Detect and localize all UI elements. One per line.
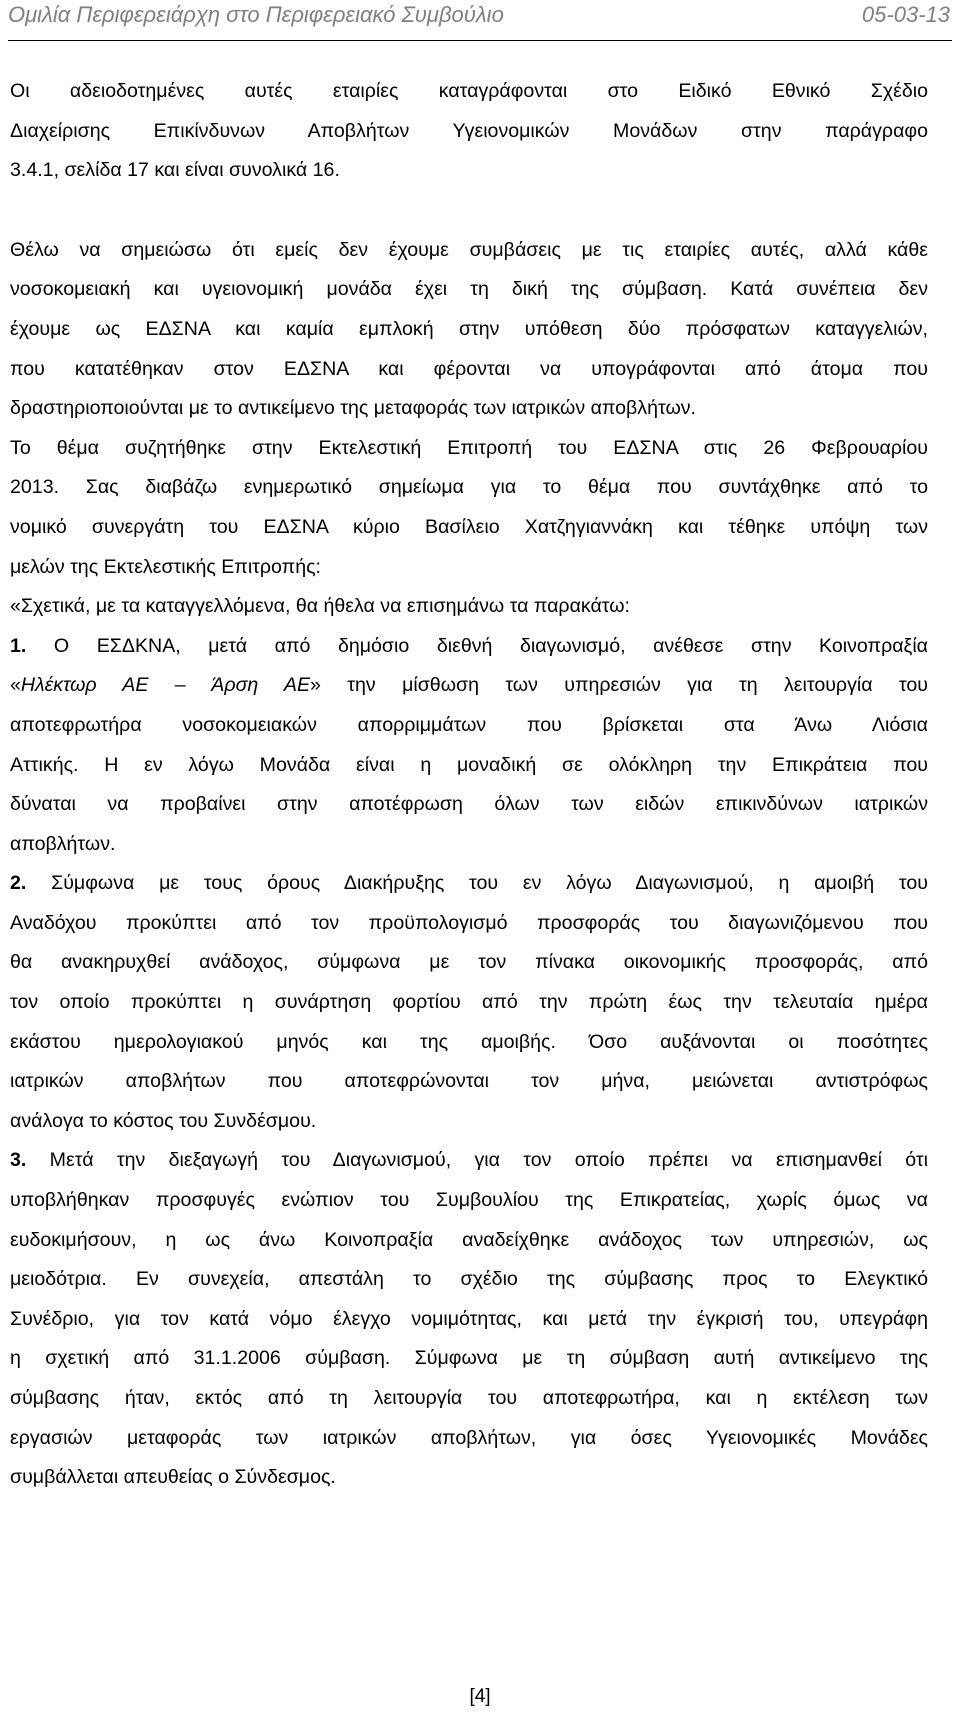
paragraph-line: μελών της Εκτελεστικής Επιτροπής: [10,555,321,578]
paragraph-line: 2013. Σας διαβάζω ενημερωτικό σημείωμα για το θέμα που συντάχθηκε από το [10,476,928,499]
paragraph-line: δύναται να προβαίνει στην αποτέφρωση όλων των ειδών επικινδύνων ιατρικών [10,793,928,816]
paragraph-line: νοσοκομειακή και υγειονομική μονάδα έχει τη δική της σύμβαση. Κατά συνέπεια δεν [10,278,928,301]
paragraph-line: έχουμε ως ΕΔΣΝΑ και καμία εμπλοκή στην υπόθεση δύο πρόσφατων καταγγελιών, [10,317,928,340]
paragraph-line: Συνέδριο, για τον κατά νόμο έλεγχο νομιμότητας, και μετά την έγκρισή του, υπεγράφη [10,1307,928,1330]
paragraph-line: συμβάλλεται απευθείας ο Σύνδεσμος. [10,1466,336,1489]
numbered-item-1-line [10,666,928,706]
numbered-item-3-first-line [10,1141,928,1181]
paragraph-line: μειοδότρια. Εν συνεχεία, απεστάλη το σχέδιο της σύμβασης προς το Ελεγκτικό [10,1268,928,1291]
item-text: Ο ΕΣΔΚΝΑ, μετά από δημόσιο διεθνή διαγωνισμό, ανέθεσε στην Κοινοπραξία [26,634,928,657]
paragraph-line: Θέλω να σημειώσω ότι εμείς δεν έχουμε συμβάσεις με τις εταιρίες αυτές, αλλά κάθε [10,238,928,261]
paragraph-line: Διαχείρισης Επικίνδυνων Αποβλήτων Υγειονομικών Μονάδων στην παράγραφο [10,119,928,142]
document-body [10,72,928,1498]
numbered-item-2-first-line [10,864,928,904]
paragraph-line: ιατρικών αποβλήτων που αποτεφρώνονται τον μήνα, μειώνεται αντιστρόφως [10,1070,928,1093]
paragraph-line: σύμβασης ήταν, εκτός από τη λειτουργία του αποτεφρωτήρα, και η εκτέλεση των [10,1387,928,1409]
paragraph-line: Αττικής. Η εν λόγω Μονάδα είναι η μοναδική σε ολόκληρη την Επικράτεια που [10,753,928,776]
paragraph-line: Το θέμα συζητήθηκε στην Εκτελεστική Επιτροπή του ΕΔΣΝΑ στις 26 Φεβρουαρίου [10,436,928,459]
paragraph-line: τον οποίο προκύπτει η συνάρτηση φορτίου από την πρώτη έως την τελευταία ημέρα [10,991,928,1014]
paragraph-line: νομικό συνεργάτη του ΕΔΣΝΑ κύριο Βασίλειο Χατζηγιαννάκη και τέθηκε υπόψη των [10,515,928,538]
paragraph-line: θα ανακηρυχθεί ανάδοχος, σύμφωνα με τον πίνακα οικονομικής προσφοράς, από [10,951,928,974]
paragraph-line: «Σχετικά, με τα καταγγελλόμενα, θα ήθελα να επισημάνω τα παρακάτω: [10,595,630,618]
item-number: 1. [10,634,27,657]
item-number: 2. [10,872,27,895]
item-text: Μετά την διεξαγωγή του Διαγωνισμού, για τον οποίο πρέπει να επισημανθεί ότι [26,1149,928,1172]
paragraph-spacer [10,191,928,231]
paragraph-line: εργασιών μεταφοράς των ιατρικών αποβλήτων, για όσες Υγειονομικές Μονάδες [10,1426,928,1449]
paragraph-line: εκάστου ημερολογιακού μηνός και της αμοιβής. Όσο αυξάνονται οι ποσότητες [10,1030,928,1053]
paragraph-line: που κατατέθηκαν στον ΕΔΣΝΑ και φέρονται να υπογράφονται από άτομα που [10,357,928,380]
paragraph-line: Οι αδειοδοτημένες αυτές εταιρίες καταγράφονται στο Ειδικό Εθνικό Σχέδιο [10,80,928,102]
item-text: » την μίσθωση των υπηρεσιών για τη λειτουργία του [310,674,928,697]
numbered-item-1-first-line [10,627,928,667]
page-header [8,0,952,41]
header-title: Ομιλία Περιφερειάρχη στο Περιφερειακό Συμβούλιο [8,2,504,27]
consortium-name: Ηλέκτωρ ΑΕ – Άρση ΑΕ [20,674,311,697]
item-text: Σύμφωνα με τους όρους Διακήρυξης του εν λόγω Διαγωνισμού, η αμοιβή του [26,872,928,895]
header-date: 05-03-13 [861,2,950,27]
paragraph-line: αποβλήτων. [10,832,116,855]
item-number: 3. [10,1149,27,1172]
paragraph-line: Αναδόχου προκύπτει από τον προϋπολογισμό προσφοράς του διαγωνιζόμενου που [10,911,928,934]
paragraph-line: ανάλογα το κόστος του Συνδέσμου. [10,1109,317,1132]
page-number: [4] [469,1686,491,1707]
paragraph-line: δραστηριοποιούνται με το αντικείμενο της μεταφοράς των ιατρικών αποβλήτων. [10,397,697,420]
paragraph-line: η σχετική από 31.1.2006 σύμβαση. Σύμφωνα με τη σύμβαση αυτή αντικείμενο της [10,1347,928,1370]
paragraph-line: 3.4.1, σελίδα 17 και είναι συνολικά 16. [10,159,340,182]
quote-open: « [10,674,21,697]
paragraph-line: ευδοκιμήσουν, η ως άνω Κοινοπραξία αναδείχθηκε ανάδοχος των υπηρεσιών, ως [10,1228,928,1251]
paragraph-line: υποβλήθηκαν προσφυγές ενώπιον του Συμβουλίου της Επικρατείας, χωρίς όμως να [10,1189,928,1212]
paragraph-line: αποτεφρωτήρα νοσοκομειακών απορριμμάτων που βρίσκεται στα Άνω Λιόσια [10,713,928,736]
